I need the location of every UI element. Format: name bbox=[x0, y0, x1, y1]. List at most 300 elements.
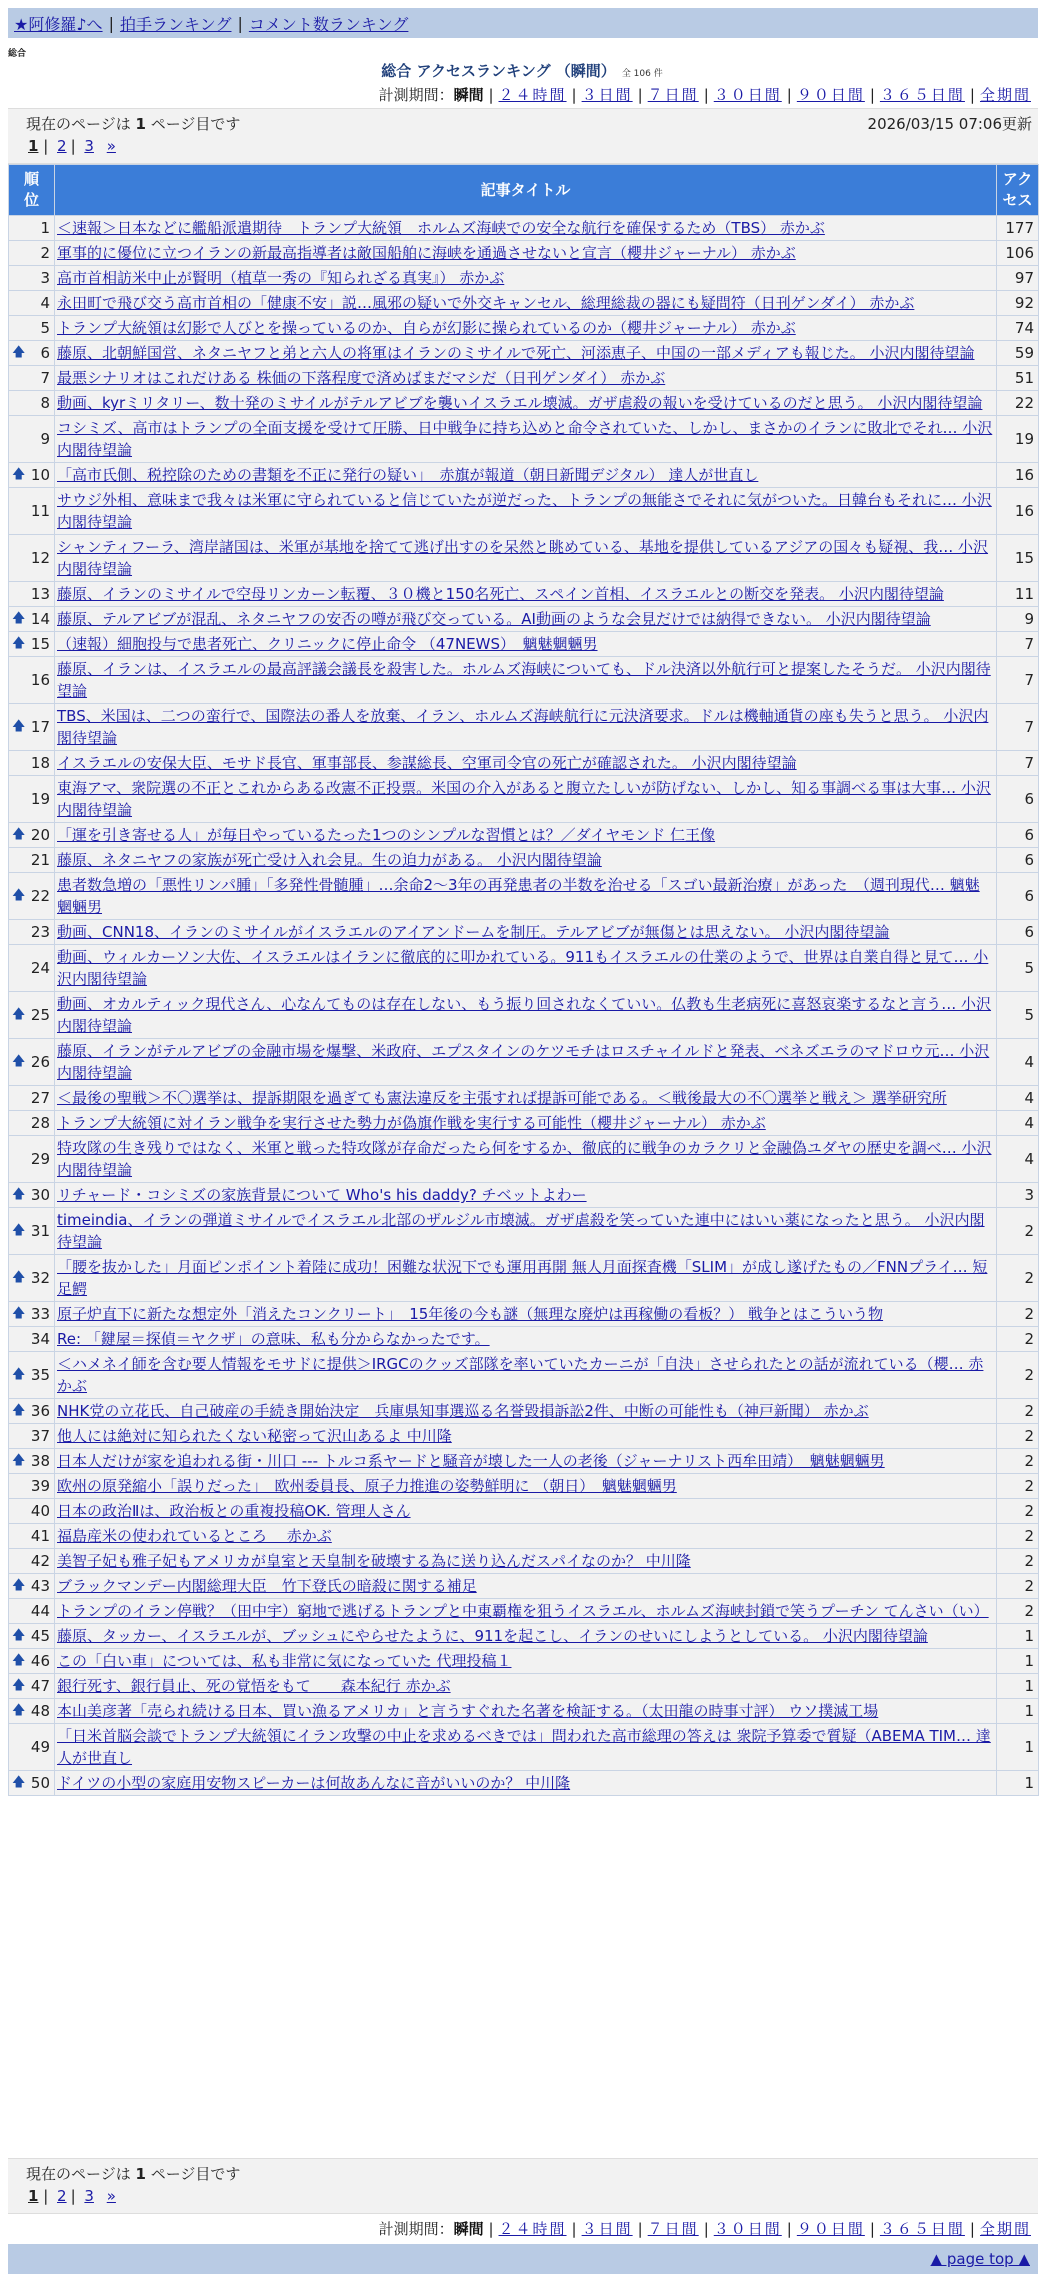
access-count: 11 bbox=[997, 582, 1039, 607]
access-count: 2 bbox=[997, 1352, 1039, 1399]
rank-cell bbox=[9, 1699, 55, 1724]
access-count: 3 bbox=[997, 1183, 1039, 1208]
rank-number: 8 bbox=[40, 394, 50, 412]
title-cell bbox=[55, 1549, 997, 1574]
article-link[interactable]: 欧州の原発縮小「誤りだった」 欧州委員長、原子力推進の姿勢鮮明に （朝日） 魑魅魍魎男 bbox=[57, 1477, 677, 1495]
article-link[interactable]: TBS、米国は、二つの蛮行で、国際法の番人を放棄、イラン、ホルムズ海峡航行に元決済要求。ドルは機軸通貨の座も失うと思う。 小沢内閣待望論 bbox=[57, 707, 989, 747]
pager-page-3[interactable]: 3 bbox=[84, 2187, 94, 2205]
table-row bbox=[9, 266, 1039, 291]
access-count: 16 bbox=[997, 488, 1039, 535]
rank-cell bbox=[9, 751, 55, 776]
rank-number: 6 bbox=[40, 344, 50, 362]
rank-up-arrow-icon: 🡅 bbox=[12, 1628, 26, 1643]
access-count: 5 bbox=[997, 992, 1039, 1039]
article-link[interactable]: トランプ大統領は幻影で人びとを操っているのか、自らが幻影に操られているのか（櫻井ジャーナル） 赤かぶ bbox=[57, 319, 796, 337]
rank-number: 44 bbox=[30, 1602, 50, 1620]
period-separator: | bbox=[969, 2219, 975, 2238]
title-cell bbox=[55, 1039, 997, 1086]
title-cell bbox=[55, 1086, 997, 1111]
pager-current: 1 bbox=[28, 137, 39, 155]
title-cell bbox=[55, 1399, 997, 1424]
title-cell bbox=[55, 535, 997, 582]
article-link[interactable]: 藤原、北朝鮮国営、ネタニヤフと弟と六人の将軍はイランのミサイルで死亡、河添恵子、中国の一部メディアも報じた。 小沢内閣待望論 bbox=[57, 344, 975, 362]
period-link-7d[interactable]: ７日間 bbox=[647, 86, 699, 104]
title-cell bbox=[55, 1499, 997, 1524]
article-link[interactable]: 藤原、イランがテルアビブの金融市場を爆撃、米政府、エプスタインのケツモチはロスチャイルドと発表、ベネズエラのマドロウ元… 小沢内閣待望論 bbox=[57, 1042, 990, 1082]
access-count: 16 bbox=[997, 463, 1039, 488]
access-count: 1 bbox=[997, 1624, 1039, 1649]
table-row bbox=[9, 848, 1039, 873]
article-link[interactable]: 動画、オカルティック現代さん、心なんてものは存在しない、もう振り回されなくていい。仏教も生老病死に喜怒哀楽するなと言う… 小沢内閣待望論 bbox=[57, 995, 992, 1035]
period-link-3d[interactable]: ３日間 bbox=[581, 2220, 633, 2238]
article-link[interactable]: Re: 「鍵屋＝探偵＝ヤクザ」の意味、私も分からなかったです。 bbox=[57, 1330, 490, 1348]
rank-up-arrow-icon: 🡅 bbox=[12, 1270, 26, 1285]
rank-cell bbox=[9, 582, 55, 607]
article-link[interactable]: 日本人だけが家を追われる街・川口 --- トルコ系ヤードと騒音が壊した一人の老後（ジャーナリスト西牟田靖） 魑魅魍魎男 bbox=[57, 1452, 885, 1470]
table-row bbox=[9, 1183, 1039, 1208]
rank-up-arrow-icon: 🡅 bbox=[12, 1054, 26, 1069]
rank-number: 16 bbox=[30, 671, 50, 689]
access-count: 6 bbox=[997, 823, 1039, 848]
rank-cell bbox=[9, 241, 55, 266]
table-row bbox=[9, 1111, 1039, 1136]
rank-number: 30 bbox=[30, 1186, 50, 1204]
table-row bbox=[9, 1574, 1039, 1599]
article-link[interactable]: 動画、ウィルカーソン大佐、イスラエルはイランに徹底的に叩かれている。911もイスラエルの仕業のようで、世界は自業自得と見て… 小沢内閣待望論 bbox=[57, 948, 989, 988]
title-cell bbox=[55, 1136, 997, 1183]
rank-cell bbox=[9, 291, 55, 316]
article-link[interactable]: ブラックマンデー内閣総理大臣 竹下登氏の暗殺に関する補足 bbox=[57, 1577, 477, 1595]
item-count: 全 106 件 bbox=[621, 69, 663, 79]
rank-number: 25 bbox=[30, 1006, 50, 1024]
article-link[interactable]: トランプのイラン停戦？（田中宇）窮地で逃げるトランプと中東覇権を狙うイスラエル、ホルムズ海峡封鎖で笑うプーチン てんさい（い） bbox=[57, 1602, 989, 1620]
rank-cell bbox=[9, 1327, 55, 1352]
access-count: 6 bbox=[997, 920, 1039, 945]
pager-next[interactable]: » bbox=[106, 2187, 116, 2205]
nav-separator: | bbox=[108, 13, 114, 33]
title-cell bbox=[55, 391, 997, 416]
rank-number: 42 bbox=[30, 1552, 50, 1570]
rank-number: 4 bbox=[40, 294, 50, 312]
article-link[interactable]: この「白い車」については、私も非常に気になっていた 代理投稿１ bbox=[57, 1652, 512, 1670]
article-link[interactable]: 軍事的に優位に立つイランの新最高指導者は敵国船舶に海峡を通過させないと宣言（櫻井ジャーナル） 赤かぶ bbox=[57, 244, 796, 262]
table-row bbox=[9, 1649, 1039, 1674]
rank-up-arrow-icon: 🡅 bbox=[12, 1367, 26, 1382]
table-row bbox=[9, 776, 1039, 823]
article-link[interactable]: 福島産米の使われているところ 赤かぶ bbox=[57, 1527, 332, 1545]
table-row bbox=[9, 992, 1039, 1039]
period-separator: | bbox=[703, 85, 709, 104]
pager-current: 1 bbox=[28, 2187, 39, 2205]
article-link[interactable]: 動画、CNN18、イランのミサイルがイスラエルのアイアンドームを制圧。テルアビブが無傷とは思えない。 小沢内閣待望論 bbox=[57, 923, 890, 941]
rank-cell bbox=[9, 266, 55, 291]
title-cell bbox=[55, 920, 997, 945]
table-row bbox=[9, 1352, 1039, 1399]
period-separator: | bbox=[571, 85, 577, 104]
rank-number: 49 bbox=[30, 1738, 50, 1756]
article-link[interactable]: 他人には絶対に知られたくない秘密って沢山あるよ 中川隆 bbox=[57, 1427, 452, 1445]
period-link-30d[interactable]: ３０日間 bbox=[713, 2220, 782, 2238]
access-count: 2 bbox=[997, 1399, 1039, 1424]
table-row bbox=[9, 535, 1039, 582]
rank-up-arrow-icon: 🡅 bbox=[12, 1007, 26, 1022]
rank-number: 43 bbox=[30, 1577, 50, 1595]
rank-number: 34 bbox=[30, 1330, 50, 1348]
rank-cell bbox=[9, 416, 55, 463]
table-row bbox=[9, 316, 1039, 341]
rank-up-arrow-icon: 🡅 bbox=[12, 827, 26, 842]
header-access: アクセス bbox=[997, 165, 1039, 216]
period-separator: | bbox=[483, 2219, 494, 2238]
table-row bbox=[9, 1449, 1039, 1474]
access-count: 51 bbox=[997, 366, 1039, 391]
applause-ranking-link[interactable]: 拍手ランキング bbox=[119, 14, 232, 34]
rank-cell bbox=[9, 1302, 55, 1327]
rank-cell bbox=[9, 1624, 55, 1649]
title-cell bbox=[55, 266, 997, 291]
article-link[interactable]: 原子炉直下に新たな想定外「消えたコンクリート」 15年後の今も謎（無理な廃炉は再稼働の看板？） 戦争とはこういう物 bbox=[57, 1305, 884, 1323]
table-row bbox=[9, 241, 1039, 266]
table-row bbox=[9, 1599, 1039, 1624]
rank-number: 29 bbox=[30, 1150, 50, 1168]
rank-number: 10 bbox=[30, 466, 50, 484]
period-selector-top bbox=[379, 84, 1036, 105]
rank-cell bbox=[9, 463, 55, 488]
article-link[interactable]: ＜最後の聖戦＞不〇選挙は、提訴期限を過ぎても憲法違反を主張すれば提訴可能である。＜戦後最大の不〇選挙と戦え＞ 選挙研究所 bbox=[57, 1089, 947, 1107]
table-row bbox=[9, 1699, 1039, 1724]
table-row bbox=[9, 1255, 1039, 1302]
rank-cell bbox=[9, 316, 55, 341]
title-cell bbox=[55, 291, 997, 316]
table-row bbox=[9, 291, 1039, 316]
page-number: 1 bbox=[135, 115, 146, 133]
article-link[interactable]: 永田町で飛び交う高市首相の「健康不安」説…風邪の疑いで外交キャンセル、総理総裁の器にも疑問符（日刊ゲンダイ） 赤かぶ bbox=[57, 294, 915, 312]
rank-cell bbox=[9, 1649, 55, 1674]
top-nav-bar bbox=[8, 8, 1038, 38]
rank-cell bbox=[9, 873, 55, 920]
access-count: 74 bbox=[997, 316, 1039, 341]
comment-ranking-link[interactable]: コメント数ランキング bbox=[248, 14, 409, 34]
rank-cell bbox=[9, 366, 55, 391]
title-cell bbox=[55, 1327, 997, 1352]
rank-up-arrow-icon: 🡅 bbox=[12, 1653, 26, 1668]
ranking-table bbox=[8, 164, 1039, 1796]
rank-number: 33 bbox=[30, 1305, 50, 1323]
article-link[interactable]: 最悪シナリオはこれだけある 株価の下落程度で済めばまだマシだ（日刊ゲンダイ） 赤かぶ bbox=[57, 369, 666, 387]
access-count: 7 bbox=[997, 751, 1039, 776]
period-selector-bottom bbox=[379, 2218, 1036, 2239]
access-count: 1 bbox=[997, 1724, 1039, 1771]
access-count: 1 bbox=[997, 1771, 1039, 1796]
rank-cell bbox=[9, 704, 55, 751]
rank-up-arrow-icon: 🡅 bbox=[12, 467, 26, 482]
page-number: 1 bbox=[135, 2165, 146, 2183]
pager-page-2[interactable]: 2 bbox=[57, 2187, 67, 2205]
rank-cell bbox=[9, 823, 55, 848]
title-cell bbox=[55, 1771, 997, 1796]
title-cell bbox=[55, 1474, 997, 1499]
rank-cell bbox=[9, 607, 55, 632]
rank-cell bbox=[9, 216, 55, 241]
period-separator: | bbox=[571, 2219, 577, 2238]
period-current: 瞬間 bbox=[453, 2220, 484, 2238]
table-row bbox=[9, 1327, 1039, 1352]
period-separator: | bbox=[869, 85, 875, 104]
rank-cell bbox=[9, 776, 55, 823]
period-separator: | bbox=[637, 2219, 643, 2238]
period-link-90d[interactable]: ９０日間 bbox=[796, 86, 865, 104]
title-cell bbox=[55, 241, 997, 266]
article-link[interactable]: シャンティフーラ、湾岸諸国は、米軍が基地を捨てて逃げ出すのを呆然と眺めている、基地を提供しているアジアの国々も疑視、我… 小沢内閣待望論 bbox=[57, 538, 989, 578]
period-link-all[interactable]: 全期間 bbox=[979, 86, 1031, 104]
period-separator: | bbox=[483, 85, 494, 104]
rank-cell bbox=[9, 920, 55, 945]
rank-cell bbox=[9, 992, 55, 1039]
table-row bbox=[9, 1624, 1039, 1649]
article-link[interactable]: 高市首相訪米中止が賢明（植草一秀の『知られざる真実』） 赤かぶ bbox=[57, 269, 505, 287]
title-cell bbox=[55, 216, 997, 241]
access-count: 9 bbox=[997, 607, 1039, 632]
title-cell bbox=[55, 873, 997, 920]
period-link-365d[interactable]: ３６５日間 bbox=[879, 86, 965, 104]
rank-number: 39 bbox=[30, 1477, 50, 1495]
article-link[interactable]: 「高市氏側、税控除のための書類を不正に発行の疑い」 赤旗が報道（朝日新聞デジタル） 達人が世直し bbox=[57, 466, 759, 484]
access-count: 4 bbox=[997, 1136, 1039, 1183]
title-cell bbox=[55, 992, 997, 1039]
rank-number: 17 bbox=[30, 718, 50, 736]
article-link[interactable]: 「運を引き寄せる人」が毎日やっているたった1つのシンプルな習慣とは？／ダイヤモンド 仁王像 bbox=[57, 826, 716, 844]
period-separator: | bbox=[786, 2219, 792, 2238]
title-cell bbox=[55, 488, 997, 535]
article-link[interactable]: 日本の政治Ⅱは、政治板との重複投稿OK. 管理人さん bbox=[57, 1502, 411, 1520]
rank-number: 46 bbox=[30, 1652, 50, 1670]
rank-cell bbox=[9, 1183, 55, 1208]
rank-number: 32 bbox=[30, 1269, 50, 1287]
table-row bbox=[9, 1524, 1039, 1549]
rank-number: 47 bbox=[30, 1677, 50, 1695]
home-link[interactable]: ★阿修羅♪へ bbox=[14, 14, 103, 34]
table-row bbox=[9, 341, 1039, 366]
rank-up-arrow-icon: 🡅 bbox=[12, 611, 26, 626]
access-count: 4 bbox=[997, 1111, 1039, 1136]
rank-number: 3 bbox=[40, 269, 50, 287]
title-cell bbox=[55, 1724, 997, 1771]
article-link[interactable]: 銀行死す、銀行員止、死の覚悟をもて 森本紀行 赤かぶ bbox=[57, 1677, 451, 1695]
rank-cell bbox=[9, 1724, 55, 1771]
period-link-365d[interactable]: ３６５日間 bbox=[879, 2220, 965, 2238]
rank-cell bbox=[9, 632, 55, 657]
access-count: 2 bbox=[997, 1302, 1039, 1327]
access-count: 6 bbox=[997, 848, 1039, 873]
period-label: 計測期間： bbox=[378, 86, 454, 104]
article-link[interactable]: 藤原、テルアビブが混乱、ネタニヤフの安否の噂が飛び交っている。AI動画のような会見だけでは納得できない。 小沢内閣待望論 bbox=[57, 610, 931, 628]
article-link[interactable]: トランプ大統領に対イラン戦争を実行させた勢力が偽旗作戦を実行する可能性（櫻井ジャーナル） 赤かぶ bbox=[57, 1114, 766, 1132]
rank-cell bbox=[9, 1674, 55, 1699]
title-cell bbox=[55, 1624, 997, 1649]
rank-cell bbox=[9, 391, 55, 416]
pager-page-2[interactable]: 2 bbox=[57, 137, 67, 155]
access-count: 4 bbox=[997, 1086, 1039, 1111]
title-cell bbox=[55, 316, 997, 341]
rank-number: 35 bbox=[30, 1366, 50, 1384]
article-link[interactable]: コシミズ、高市はトランプの全面支援を受けて圧勝、日中戦争に持ち込めと命令されていた、しかし、まさかのイランに敗北でそれ… 小沢内閣待望論 bbox=[57, 419, 993, 459]
page-suffix: ページ目です bbox=[150, 2165, 241, 2183]
period-link-3d[interactable]: ３日間 bbox=[581, 86, 633, 104]
rank-up-arrow-icon: 🡅 bbox=[12, 1578, 26, 1593]
rank-cell bbox=[9, 1039, 55, 1086]
page-prefix: 現在のページは bbox=[26, 115, 131, 133]
table-row bbox=[9, 366, 1039, 391]
rank-cell bbox=[9, 1399, 55, 1424]
access-count: 15 bbox=[997, 535, 1039, 582]
article-link[interactable]: 美智子妃も雅子妃もアメリカが皇室と天皇制を破壊する為に送り込んだスパイなのか？ 中川隆 bbox=[57, 1552, 691, 1570]
access-count: 177 bbox=[997, 216, 1039, 241]
article-link[interactable]: イスラエルの安保大臣、モサド長官、軍事部長、参謀総長、空軍司令官の死亡が確認された。 小沢内閣待望論 bbox=[57, 754, 797, 772]
table-row bbox=[9, 1474, 1039, 1499]
rank-number: 45 bbox=[30, 1627, 50, 1645]
rank-up-arrow-icon: 🡅 bbox=[12, 1223, 26, 1238]
title-cell bbox=[55, 823, 997, 848]
pagination: 1 | 2 | 3 » bbox=[28, 2187, 116, 2205]
article-link[interactable]: ＜速報＞日本などに艦船派遣期待 トランプ大統領 ホルムズ海峡での安全な航行を確保するため（TBS） 赤かぶ bbox=[57, 219, 825, 237]
period-link-24h[interactable]: ２４時間 bbox=[498, 2220, 567, 2238]
title-cell bbox=[55, 1302, 997, 1327]
access-count: 6 bbox=[997, 873, 1039, 920]
rank-number: 23 bbox=[30, 923, 50, 941]
title-cell bbox=[55, 1649, 997, 1674]
rank-cell bbox=[9, 1499, 55, 1524]
title-cell bbox=[55, 1574, 997, 1599]
rank-up-arrow-icon: 🡅 bbox=[12, 719, 26, 734]
access-count: 1 bbox=[997, 1674, 1039, 1699]
article-link[interactable]: 藤原、タッカー、イスラエルが、ブッシュにやらせたように、911を起こし、イランのせいにしようとしている。 小沢内閣待望論 bbox=[57, 1627, 928, 1645]
pagination: 1 | 2 | 3 » bbox=[28, 137, 116, 155]
rank-number: 7 bbox=[40, 369, 50, 387]
category-label: 総合 bbox=[8, 49, 27, 59]
title-cell bbox=[55, 607, 997, 632]
rank-number: 41 bbox=[30, 1527, 50, 1545]
period-separator: | bbox=[637, 85, 643, 104]
access-count: 2 bbox=[997, 1524, 1039, 1549]
article-link[interactable]: 藤原、イランのミサイルで空母リンカーン転覆、３０機と150名死亡、スペイン首相、イスラエルとの断交を発表。 小沢内閣待望論 bbox=[57, 585, 944, 603]
header-rank: 順位 bbox=[9, 165, 55, 216]
rank-cell bbox=[9, 1208, 55, 1255]
title-cell bbox=[55, 1524, 997, 1549]
article-link[interactable]: 動画、kyrミリタリー、数十発のミサイルがテルアビブを襲いイスラエル壊滅。ガザ虐殺の報いを受けているのだと思う。 小沢内閣待望論 bbox=[57, 394, 983, 412]
period-link-30d[interactable]: ３０日間 bbox=[713, 86, 782, 104]
rank-cell bbox=[9, 1549, 55, 1574]
title-cell bbox=[55, 582, 997, 607]
article-link[interactable]: 本山美彦著「売られ続ける日本、買い漁るアメリカ」と言うすぐれた名著を検証する。（太田龍の時事寸評） ウソ撲滅工場 bbox=[57, 1702, 879, 1720]
rank-cell bbox=[9, 848, 55, 873]
article-link[interactable]: ドイツの小型の家庭用安物スピーカーは何故あんなに音がいいのか？ 中川隆 bbox=[57, 1774, 571, 1792]
title-cell bbox=[55, 1183, 997, 1208]
rank-cell bbox=[9, 341, 55, 366]
rank-number: 24 bbox=[30, 959, 50, 977]
rank-up-arrow-icon: 🡅 bbox=[12, 636, 26, 651]
article-link[interactable]: （速報）細胞投与で患者死亡、クリニックに停止命令 （47NEWS） 魑魅魍魎男 bbox=[57, 635, 598, 653]
table-row bbox=[9, 1136, 1039, 1183]
title-cell bbox=[55, 1352, 997, 1399]
article-link[interactable]: 特攻隊の生き残りではなく、米軍と戦った特攻隊が存命だったら何をするか、徹底的に戦争のカラクリと金融偽ユダヤの歴史を調べ… 小沢内閣待望論 bbox=[57, 1139, 992, 1179]
rank-number: 12 bbox=[30, 549, 50, 567]
rank-cell bbox=[9, 1086, 55, 1111]
rank-cell bbox=[9, 488, 55, 535]
article-link[interactable]: ＜ハメネイ師を含む要人情報をモサドに提供＞IRGCのクッズ部隊を率いていたカーニが「自決」させられたとの話が流れている（櫻… 赤かぶ bbox=[57, 1355, 984, 1395]
article-link[interactable]: 「腰を抜かした」月面ピンポイント着陸に成功！困難な状況下でも運用再開 無人月面探査機「SLIM」が成し遂げたもの／FNNプライ… 短足鰐 bbox=[57, 1258, 988, 1298]
rank-up-arrow-icon: 🡅 bbox=[12, 1306, 26, 1321]
article-link[interactable]: 藤原、ネタニヤフの家族が死亡受け入れ会見。生の迫力がある。 小沢内閣待望論 bbox=[57, 851, 602, 869]
article-link[interactable]: 東海アマ、衆院選の不正とこれからある改憲不正投票。米国の介入があると腹立たしいが防げない、しかし、知る事調べる事は大事… 小沢内閣待望論 bbox=[57, 779, 991, 819]
rank-number: 5 bbox=[40, 319, 50, 337]
page-top-link[interactable]: ▲ page top ▲ bbox=[930, 2250, 1030, 2268]
article-link[interactable]: リチャード・コシミズの家族背景について Who's his daddy? チベットよわー bbox=[57, 1186, 587, 1204]
rank-cell bbox=[9, 1474, 55, 1499]
rank-cell bbox=[9, 1136, 55, 1183]
title-cell bbox=[55, 1674, 997, 1699]
page-title bbox=[0, 60, 1044, 81]
table-row bbox=[9, 582, 1039, 607]
title-cell bbox=[55, 704, 997, 751]
table-row bbox=[9, 1302, 1039, 1327]
access-count: 2 bbox=[997, 1474, 1039, 1499]
rank-number: 19 bbox=[30, 790, 50, 808]
period-link-24h[interactable]: ２４時間 bbox=[498, 86, 567, 104]
article-link[interactable]: 藤原、イランは、イスラエルの最高評議会議長を殺害した。ホルムズ海峡についても、ドル決済以外航行可と提案したそうだ。 小沢内閣待望論 bbox=[57, 660, 991, 700]
access-count: 2 bbox=[997, 1255, 1039, 1302]
access-count: 7 bbox=[997, 632, 1039, 657]
period-link-all[interactable]: 全期間 bbox=[979, 2220, 1031, 2238]
rank-cell bbox=[9, 1524, 55, 1549]
rank-number: 13 bbox=[30, 585, 50, 603]
rank-cell bbox=[9, 657, 55, 704]
rank-number: 48 bbox=[30, 1702, 50, 1720]
rank-number: 36 bbox=[30, 1402, 50, 1420]
title-cell bbox=[55, 1111, 997, 1136]
table-row bbox=[9, 463, 1039, 488]
access-count: 4 bbox=[997, 1039, 1039, 1086]
pager-page-3[interactable]: 3 bbox=[84, 137, 94, 155]
title-cell bbox=[55, 463, 997, 488]
article-link[interactable]: timeindia、イランの弾道ミサイルでイスラエル北部のザルジル市壊滅。ガザ虐殺を笑っていた連中にはいい薬になったと思う。 小沢内閣待望論 bbox=[57, 1211, 985, 1251]
access-count: 22 bbox=[997, 391, 1039, 416]
bottom-bar bbox=[8, 2244, 1038, 2274]
period-link-90d[interactable]: ９０日間 bbox=[796, 2220, 865, 2238]
rank-cell bbox=[9, 1424, 55, 1449]
rank-number: 27 bbox=[30, 1089, 50, 1107]
table-row bbox=[9, 1674, 1039, 1699]
article-link[interactable]: 「日米首脳会談でトランプ大統領にイラン攻撃の中止を求めるべきでは」問われた高市総理の答えは 衆院予算委で質疑（ABEMA TIM… 達人が世直し bbox=[57, 1727, 991, 1767]
access-count: 2 bbox=[997, 1549, 1039, 1574]
rank-number: 9 bbox=[40, 430, 50, 448]
access-count: 106 bbox=[997, 241, 1039, 266]
title-cell bbox=[55, 1699, 997, 1724]
table-row bbox=[9, 488, 1039, 535]
table-row bbox=[9, 1399, 1039, 1424]
title-cell bbox=[55, 1599, 997, 1624]
period-current: 瞬間 bbox=[453, 86, 484, 104]
pager-next[interactable]: » bbox=[106, 137, 116, 155]
article-link[interactable]: NHK党の立花氏、自己破産の手続き開始決定 兵庫県知事選巡る名誉毀損訴訟2件、中断の可能性も（神戸新聞） 赤かぶ bbox=[57, 1402, 869, 1420]
period-link-7d[interactable]: ７日間 bbox=[647, 2220, 699, 2238]
access-count: 1 bbox=[997, 1649, 1039, 1674]
rank-up-arrow-icon: 🡅 bbox=[12, 1187, 26, 1202]
table-row bbox=[9, 751, 1039, 776]
access-count: 2 bbox=[997, 1599, 1039, 1624]
article-link[interactable]: サウジ外相、意味まで我々は米軍に守られていると信じていたが逆だった、トランプの無能さでそれに気がついた。日韓台もそれに… 小沢内閣待望論 bbox=[57, 491, 992, 531]
rank-number: 14 bbox=[30, 610, 50, 628]
article-link[interactable]: 患者数急増の「悪性リンパ腫」「多発性骨髄腫」…余命2～3年の再発患者の半数を治せる「スゴい最新治療」があった （週刊現代… 魑魅魍魎男 bbox=[57, 876, 980, 916]
